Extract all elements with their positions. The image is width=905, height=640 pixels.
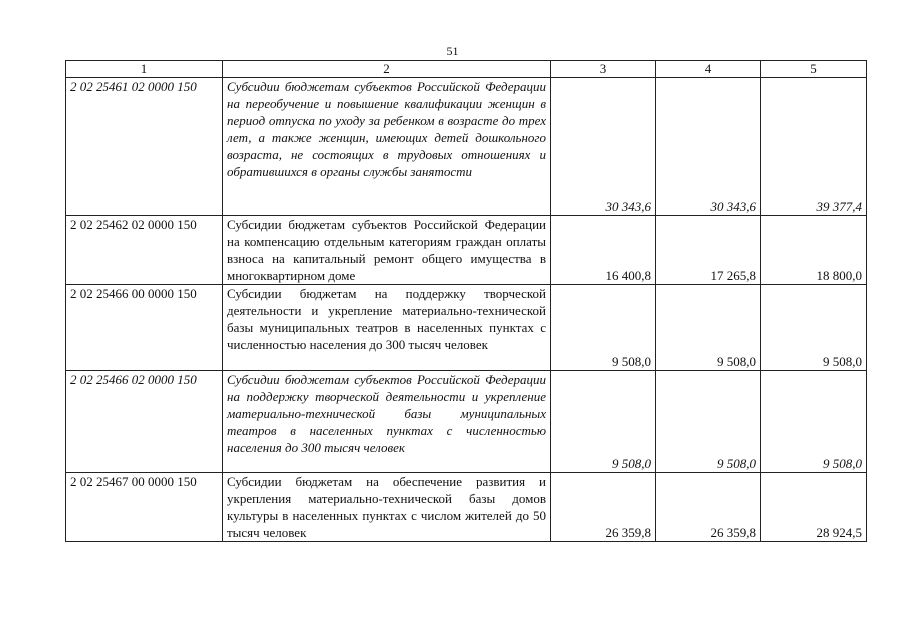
header-col-4: 4 (656, 61, 761, 78)
row-value-col4: 17 265,8 (656, 216, 761, 285)
row-description: Субсидии бюджетам субъектов Российской Федерации на компенсацию отдельным категориям граждан оплаты взноса на капитальный ремонт общего имущества в многоквартирном доме (223, 216, 551, 285)
row-value-col5: 18 800,0 (761, 216, 867, 285)
row-value-col4: 30 343,6 (656, 78, 761, 216)
row-value-col3: 30 343,6 (551, 78, 656, 216)
header-col-3: 3 (551, 61, 656, 78)
table-row (66, 473, 867, 542)
row-value-col3: 9 508,0 (551, 371, 656, 473)
table-row (66, 285, 867, 371)
table-row (66, 371, 867, 473)
header-row (66, 61, 867, 78)
row-value-col5: 28 924,5 (761, 473, 867, 542)
header-col-2: 2 (223, 61, 551, 78)
row-code: 2 02 25461 02 0000 150 (66, 78, 223, 216)
row-value-col3: 9 508,0 (551, 285, 656, 371)
row-code: 2 02 25466 02 0000 150 (66, 371, 223, 473)
row-description: Субсидии бюджетам субъектов Российской Федерации на переобучение и повышение квалификации женщин в период отпуска по уходу за ребенком в возрасте до трех лет, а также женщин, имеющих детей дошкольного возраста, не состоящих в трудовых отношениях и обратившихся в органы службы занятости (223, 78, 551, 216)
row-value-col4: 9 508,0 (656, 371, 761, 473)
row-value-col5: 39 377,4 (761, 78, 867, 216)
row-code: 2 02 25462 02 0000 150 (66, 216, 223, 285)
row-value-col5: 9 508,0 (761, 371, 867, 473)
page-number: 51 (446, 44, 459, 58)
table-row (66, 78, 867, 216)
header-col-1: 1 (66, 61, 223, 78)
row-value-col4: 26 359,8 (656, 473, 761, 542)
row-value-col4: 9 508,0 (656, 285, 761, 371)
row-description: Субсидии бюджетам на поддержку творческой деятельности и укрепление материально-технической базы муниципальных театров в населенных пунктах с численностью населения до 300 тысяч человек (223, 285, 551, 371)
row-description: Субсидии бюджетам на обеспечение развития и укрепления материально-технической базы домов культуры в населенных пунктах с числом жителей до 50 тысяч человек (223, 473, 551, 542)
row-value-col5: 9 508,0 (761, 285, 867, 371)
row-value-col3: 26 359,8 (551, 473, 656, 542)
row-value-col3: 16 400,8 (551, 216, 656, 285)
budget-table (65, 60, 867, 542)
header-col-5: 5 (761, 61, 867, 78)
row-code: 2 02 25467 00 0000 150 (66, 473, 223, 542)
table-row (66, 216, 867, 285)
row-code: 2 02 25466 00 0000 150 (66, 285, 223, 371)
row-description: Субсидии бюджетам субъектов Российской Федерации на поддержку творческой деятельности и укрепление материально-технической базы муниципальных театров в населенных пунктах с численностью населения до 300 тысяч человек (223, 371, 551, 473)
